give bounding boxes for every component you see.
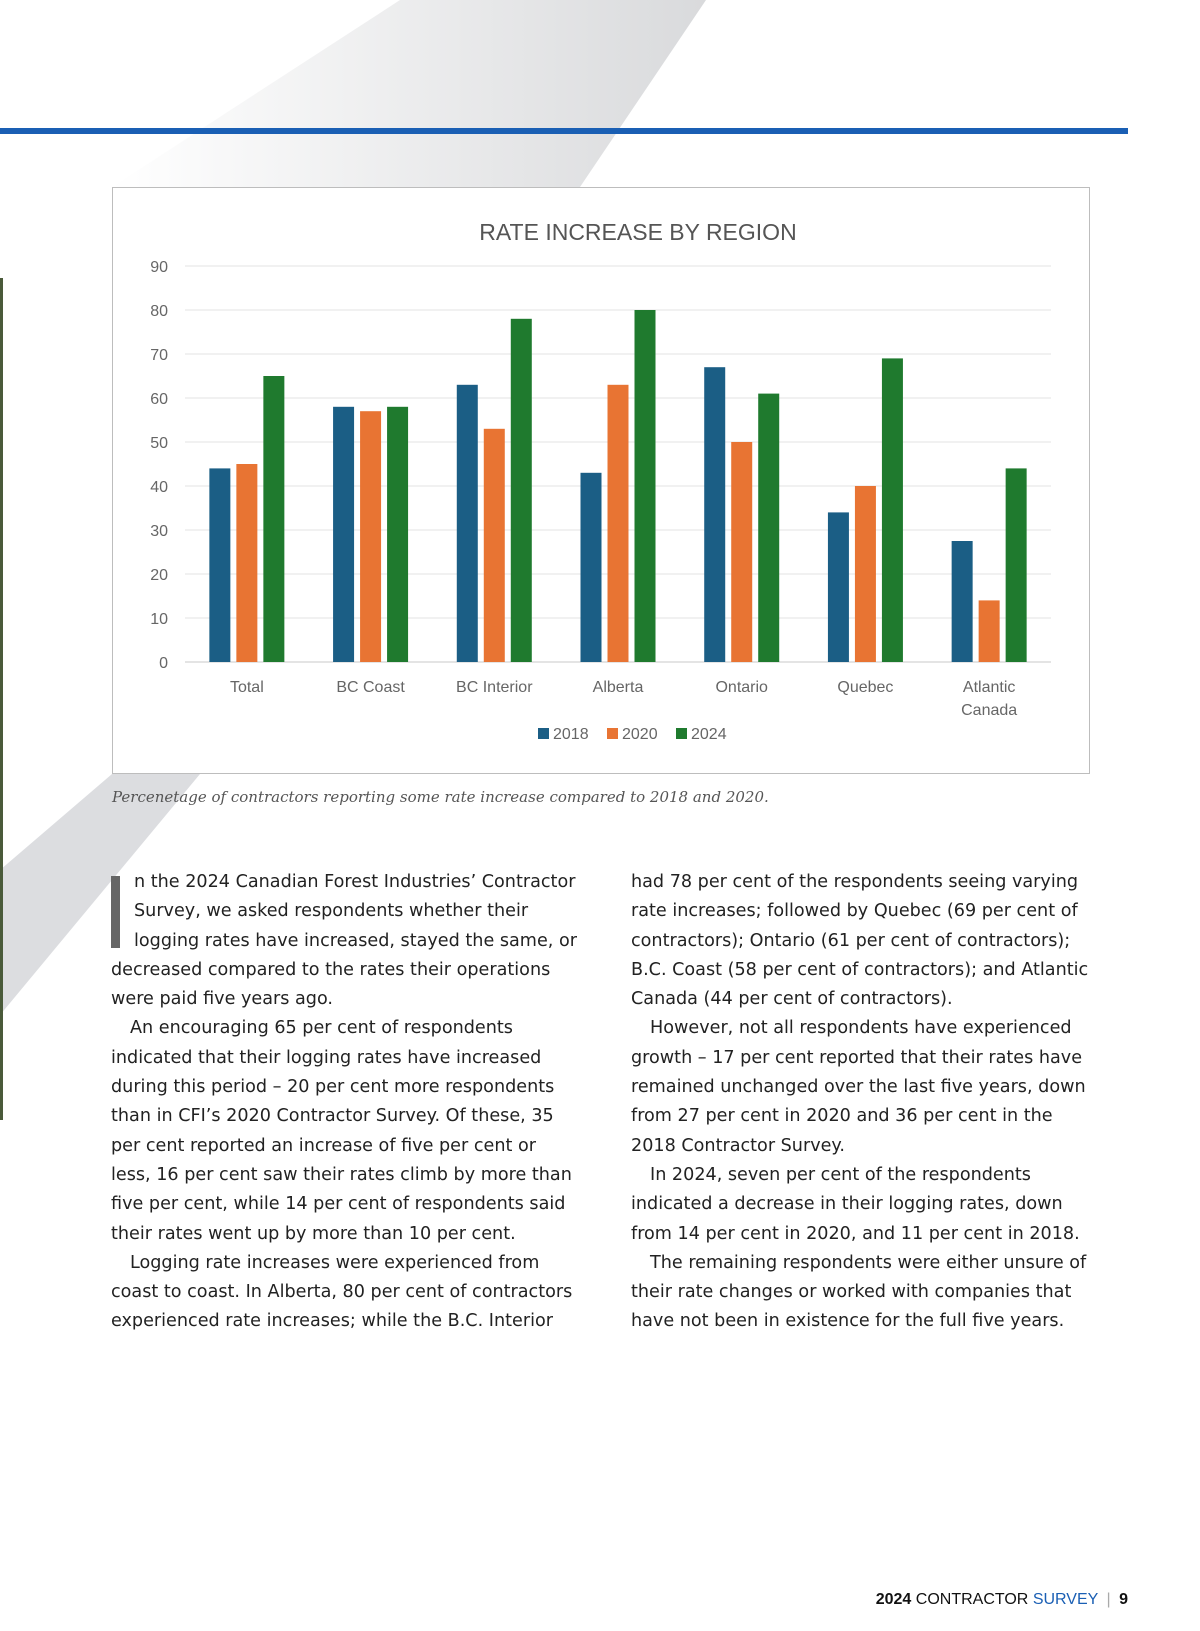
bar-2018 bbox=[333, 407, 354, 662]
bar-2024 bbox=[263, 376, 284, 662]
y-tick-label: 0 bbox=[159, 655, 168, 672]
bar-2020 bbox=[236, 464, 257, 662]
bar-2018 bbox=[704, 367, 725, 662]
chart-title: RATE INCREASE BY REGION bbox=[479, 219, 797, 245]
page-number: 9 bbox=[1119, 1591, 1128, 1608]
left-photo-edge bbox=[0, 278, 3, 1120]
lead-paragraph-rest: decreased compared to the rates their operations were paid five years ago. bbox=[111, 959, 551, 1010]
legend-swatch-2018 bbox=[538, 728, 549, 739]
bar-2018 bbox=[828, 512, 849, 662]
x-tick-label: Quebec bbox=[837, 679, 894, 696]
footer-contractor: CONTRACTOR bbox=[915, 1591, 1029, 1608]
bar-2024 bbox=[882, 358, 903, 662]
body-paragraph: An encouraging 65 per cent of respondents indicated that their logging rates have increased during this period – 20 per cent more respondents than in CFI’s 2020 Contractor Survey. Of these, 35 per cent reported an increase of five per cent or less, 16 per cent saw their rates climb by more than five per cent, while 14 per cent of respondents said their rates went up by more than 10 per cent. bbox=[111, 1018, 572, 1244]
article-column-right bbox=[631, 868, 1101, 1337]
page-footer bbox=[876, 1591, 1128, 1609]
bar-2018 bbox=[457, 385, 478, 662]
legend-label: 2018 bbox=[553, 726, 589, 743]
body-paragraph: However, not all respondents have experienced growth – 17 per cent reported that their rates have remained unchanged over the last five years, down from 27 per cent in 2020 and 36 per cent in the 2018 Contractor Survey. bbox=[631, 1018, 1086, 1156]
bar-2018 bbox=[581, 473, 602, 662]
bar-2020 bbox=[608, 385, 629, 662]
bar-2024 bbox=[1006, 468, 1027, 662]
top-blue-rule bbox=[0, 128, 1128, 134]
y-tick-label: 50 bbox=[150, 435, 168, 452]
body-paragraph: Logging rate increases were experienced from coast to coast. In Alberta, 80 per cent of contractors experienced rate increases; while the B.C. Interior bbox=[111, 1252, 573, 1332]
x-tick-label: Atlantic bbox=[962, 679, 1016, 696]
footer-separator: | bbox=[1106, 1591, 1111, 1608]
legend-swatch-2020 bbox=[607, 728, 618, 739]
bar-2018 bbox=[952, 541, 973, 662]
body-paragraph: The remaining respondents were either unsure of their rate changes or worked with companies that have not been in existence for the full five years. bbox=[631, 1252, 1087, 1332]
x-tick-label: Canada bbox=[961, 702, 1018, 719]
chart-frame bbox=[112, 187, 1090, 774]
bar-2020 bbox=[484, 429, 505, 662]
bar-2024 bbox=[387, 407, 408, 662]
y-tick-label: 30 bbox=[150, 523, 168, 540]
y-tick-label: 10 bbox=[150, 611, 168, 628]
chart-caption: Percenetage of contractors reporting some rate increase compared to 2018 and 2020. bbox=[112, 788, 769, 806]
bar-2020 bbox=[731, 442, 752, 662]
bar-2020 bbox=[360, 411, 381, 662]
footer-survey: SURVEY bbox=[1032, 1591, 1099, 1608]
y-tick-label: 70 bbox=[150, 347, 168, 364]
y-tick-label: 60 bbox=[150, 391, 168, 408]
y-tick-label: 80 bbox=[150, 303, 168, 320]
lead-line: logging rates have increased, stayed the same, or bbox=[134, 930, 577, 951]
bar-chart bbox=[113, 188, 1089, 773]
body-paragraph: had 78 per cent of the respondents seeing varying rate increases; followed by Quebec (69 per cent of contractors); Ontario (61 per cent of contractors); B.C. Coast (58 per cent of contractors); and Atlantic Canada (44 per cent of contractors). bbox=[631, 872, 1089, 1010]
footer-year: 2024 bbox=[875, 1591, 912, 1608]
y-tick-label: 20 bbox=[150, 567, 168, 584]
legend-swatch-2024 bbox=[676, 728, 687, 739]
x-tick-label: Ontario bbox=[715, 679, 768, 696]
x-tick-label: BC Interior bbox=[456, 679, 533, 696]
x-tick-label: Total bbox=[229, 679, 264, 696]
bar-2024 bbox=[511, 319, 532, 662]
legend-label: 2024 bbox=[691, 726, 727, 743]
lead-paragraph bbox=[111, 868, 581, 1014]
x-tick-label: Alberta bbox=[592, 679, 644, 696]
lead-line: n the 2024 Canadian Forest Industries’ Contractor bbox=[134, 872, 576, 892]
bar-2018 bbox=[209, 468, 230, 662]
x-tick-label: BC Coast bbox=[336, 679, 405, 696]
bar-2024 bbox=[635, 310, 656, 662]
bar-2020 bbox=[979, 600, 1000, 662]
bar-2024 bbox=[758, 394, 779, 662]
legend-label: 2020 bbox=[622, 726, 658, 743]
body-paragraph: In 2024, seven per cent of the respondents indicated a decrease in their logging rates, down from 14 per cent in 2020, and 11 per cent in 2018. bbox=[631, 1164, 1080, 1244]
y-tick-label: 90 bbox=[150, 259, 168, 276]
drop-cap-bar bbox=[111, 876, 120, 948]
y-tick-label: 40 bbox=[150, 479, 168, 496]
lead-line: Survey, we asked respondents whether their bbox=[134, 901, 529, 922]
bar-2020 bbox=[855, 486, 876, 662]
article-column-left bbox=[111, 868, 581, 1337]
